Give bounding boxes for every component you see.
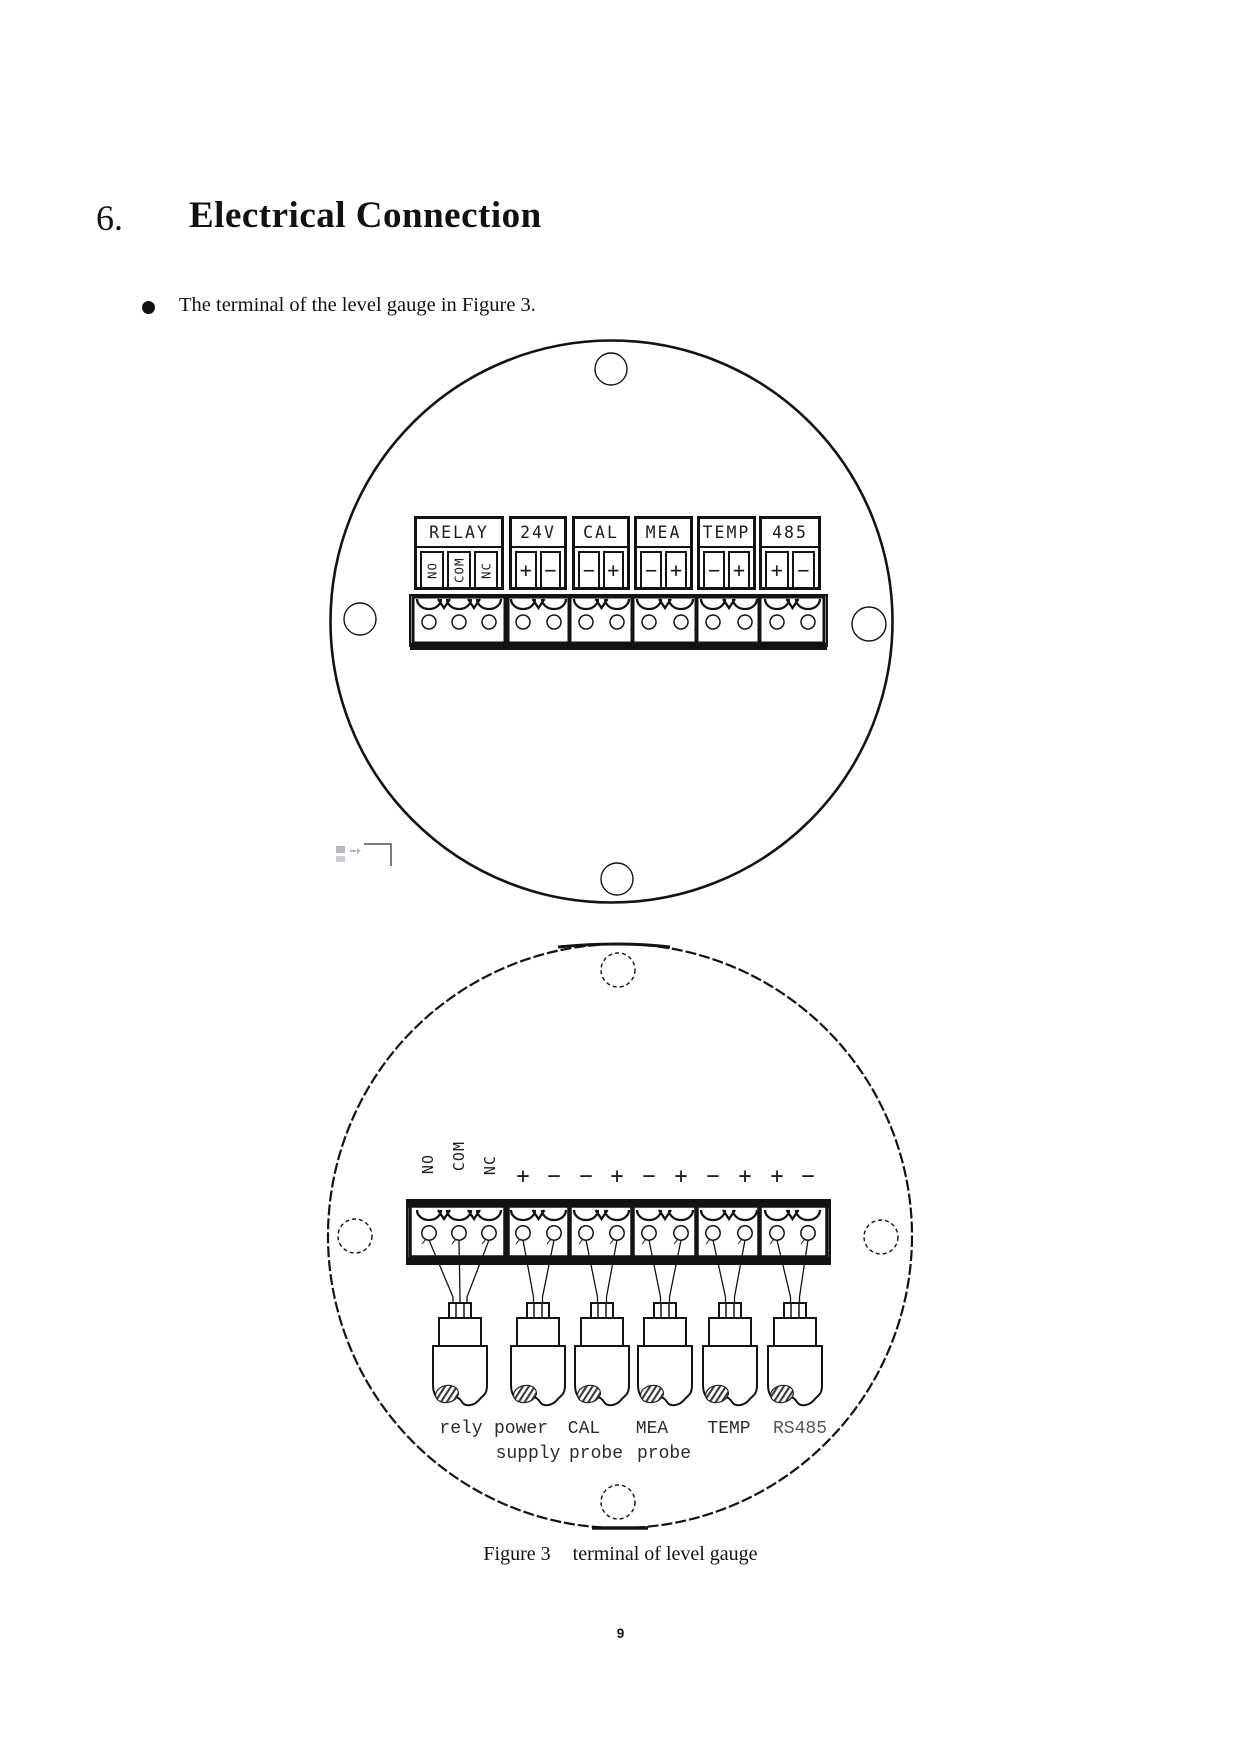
gland-label-rs485: RS485 <box>772 1419 828 1439</box>
pin-label-plus: + <box>770 1164 784 1189</box>
page-title: Electrical Connection <box>189 195 542 236</box>
gland-label-supply: supply <box>495 1444 561 1464</box>
terminal-block-label: 485 <box>762 519 818 548</box>
pin-label-plus: + <box>765 551 789 589</box>
pin-label-minus: − <box>792 551 816 589</box>
terminal-block-485 <box>759 516 821 590</box>
gland-label-probe: probe <box>568 1444 624 1464</box>
bolt-hole-icon <box>852 607 886 641</box>
pin-label-com: COM <box>447 551 471 589</box>
cable-gland-cal <box>575 1303 629 1405</box>
pin-label-minus: − <box>547 1164 561 1189</box>
page-number: 9 <box>616 1626 625 1641</box>
cable-gland-mea <box>638 1303 692 1405</box>
faint-artifact <box>336 844 391 866</box>
pin-label-plus: + <box>665 551 687 589</box>
pin-label-nc: NC <box>481 1155 499 1176</box>
pin-label-minus: − <box>579 1164 593 1189</box>
pin-label-minus: − <box>801 1164 815 1189</box>
bolt-hole-icon <box>595 353 627 385</box>
pin-label-plus: + <box>738 1164 752 1189</box>
bullet-text: The terminal of the level gauge in Figure 3. <box>179 294 536 316</box>
terminal-block-cal <box>572 516 630 590</box>
pin-label-nc: NC <box>474 551 498 589</box>
pin-label-plus: + <box>610 1164 624 1189</box>
pin-label-minus: − <box>642 1164 656 1189</box>
cable-gland-rs485 <box>768 1303 822 1405</box>
bullet-icon <box>142 301 155 314</box>
gland-label-mea: MEA <box>635 1419 669 1439</box>
bolt-hole-icon <box>864 1220 898 1254</box>
pin-label-no: NO <box>420 551 444 589</box>
pin-label-minus: − <box>703 551 725 589</box>
pin-label-com: COM <box>450 1141 468 1172</box>
gland-label-power: power <box>493 1419 549 1439</box>
gland-label-temp: TEMP <box>707 1419 751 1439</box>
bolt-hole-icon <box>344 603 376 635</box>
pin-label-plus: + <box>674 1164 688 1189</box>
flange-top-view <box>331 341 893 903</box>
pin-label-minus: − <box>578 551 600 589</box>
pin-label-plus: + <box>515 551 537 589</box>
figure-caption <box>0 1543 1241 1566</box>
pin-label-plus: + <box>603 551 625 589</box>
figure-caption-label: Figure 3 <box>483 1543 551 1565</box>
bolt-hole-icon <box>601 953 635 987</box>
terminal-block-label: MEA <box>637 519 690 548</box>
bolt-hole-icon <box>601 863 633 895</box>
terminal-block-label: RELAY <box>417 519 501 548</box>
terminal-block-label: TEMP <box>700 519 753 548</box>
terminal-block-mea <box>634 516 693 590</box>
figure-caption-text: terminal of level gauge <box>572 1543 758 1565</box>
gland-label-cal: CAL <box>567 1419 601 1439</box>
terminal-block-label: 24V <box>512 519 564 548</box>
gland-label-probe: probe <box>636 1444 692 1464</box>
pin-label-minus: − <box>640 551 662 589</box>
terminal-block-24v <box>509 516 567 590</box>
cable-gland-temp <box>703 1303 757 1405</box>
pin-label-no: NO <box>419 1154 437 1175</box>
bolt-hole-icon <box>338 1219 372 1253</box>
pin-label-plus: + <box>516 1164 530 1189</box>
pin-label-plus: + <box>728 551 750 589</box>
cable-gland-relay <box>433 1303 487 1405</box>
gland-label-rely: rely <box>439 1419 483 1439</box>
section-number: 6. <box>96 198 123 238</box>
cable-gland-power <box>511 1303 565 1405</box>
flange-bottom-view <box>328 944 912 1528</box>
pin-label-minus: − <box>706 1164 720 1189</box>
terminal-block-temp <box>697 516 756 590</box>
terminal-block-label: CAL <box>575 519 627 548</box>
terminal-strip-bottom-view <box>407 1200 830 1405</box>
bolt-hole-icon <box>601 1485 635 1519</box>
pin-label-minus: − <box>540 551 562 589</box>
terminal-block-relay <box>414 516 504 590</box>
terminal-strip-top-view <box>410 595 827 650</box>
